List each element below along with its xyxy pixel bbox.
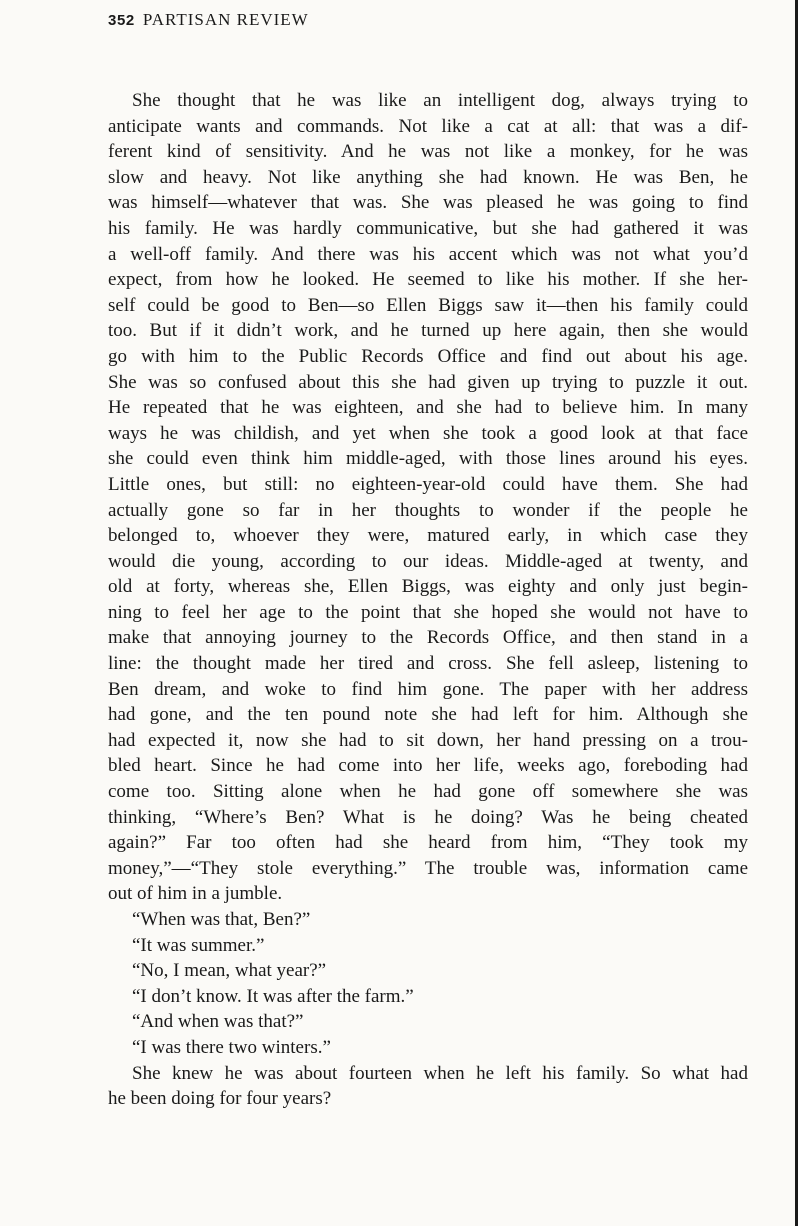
dialogue-line: “No, I mean, what year?” — [132, 960, 327, 982]
text-line: he been doing for four years? — [108, 1088, 332, 1110]
text-line: bled heart. Since he had come into her life, weeks ago, foreboding had — [108, 755, 748, 777]
text-line: actually gone so far in her thoughts to wonder if the people he — [108, 499, 748, 521]
text-line: She was so confused about this she had given up trying to puzzle it out. — [108, 371, 748, 393]
text-line: Little ones, but still: no eighteen-year-old could have them. She had — [108, 473, 748, 495]
text-line: had expected it, now she had to sit down, her hand pressing on a trou- — [108, 729, 748, 751]
text-line: out of him in a jumble. — [108, 883, 283, 905]
text-line: old at forty, whereas she, Ellen Biggs, was eighty and only just begin- — [108, 576, 748, 598]
dialogue-line: “It was summer.” — [132, 934, 265, 956]
text-line: would die young, according to our ideas. Middle-aged at twenty, and — [108, 550, 748, 572]
dialogue-line: “When was that, Ben?” — [132, 909, 311, 930]
text-line: slow and heavy. Not like anything she had known. He was Ben, he — [108, 166, 748, 188]
text-line: self could be good to Ben—so Ellen Biggs saw it—then his family could — [108, 294, 748, 316]
dialogue-line: “I don’t know. It was after the farm.” — [132, 985, 414, 1007]
text-line: she could even think him middle-aged, with those lines around his eyes. — [108, 448, 748, 470]
text-line: was himself—whatever that was. She was pleased he was going to find — [108, 192, 748, 214]
text-line: expect, from how he looked. He seemed to like his mother. If she her- — [108, 269, 748, 291]
text-line: a well-off family. And there was his accent which was not what you’d — [108, 243, 748, 265]
text-line: too. But if it didn’t work, and he turned up here again, then she would — [108, 320, 748, 342]
text-line: go with him to the Public Records Office and find out about his age. — [108, 345, 748, 367]
text-line: thinking, “Where’s Ben? What is he doing? Was he being cheated — [108, 806, 748, 828]
text-line: come too. Sitting alone when he had gone off somewhere she was — [108, 781, 748, 803]
text-line: line: the thought made her tired and cross. She fell asleep, listening to — [108, 653, 748, 675]
text-line: ning to feel her age to the point that she hoped she would not have to — [108, 601, 748, 623]
text-line: He repeated that he was eighteen, and she had to believe him. In many — [108, 397, 748, 419]
text-line: his family. He was hardly communicative, but she had gathered it was — [108, 217, 748, 239]
text-line: She knew he was about fourteen when he left his family. So what had — [132, 1062, 748, 1084]
text-line: belonged to, whoever they were, matured early, in which case they — [108, 525, 748, 547]
text-line: She thought that he was like an intelligent dog, always trying to — [132, 90, 748, 111]
text-line: again?” Far too often had she heard from him, “They took my — [108, 832, 748, 854]
text-line: make that annoying journey to the Records Office, and then stand in a — [108, 627, 748, 649]
text-line: Ben dream, and woke to find him gone. The paper with her address — [108, 678, 748, 700]
journal-title: PARTISAN REVIEW — [142, 10, 309, 29]
text-line: had gone, and the ten pound note she had left for him. Although she — [108, 704, 748, 726]
dialogue-line: “I was there two winters.” — [132, 1036, 331, 1058]
text-line: money,”—“They stole everything.” The trouble was, information came — [108, 857, 748, 879]
running-head — [108, 10, 309, 30]
text-line: ferent kind of sensitivity. And he was not like a monkey, for he was — [108, 141, 748, 163]
text-line: ways he was childish, and yet when she took a good look at that face — [108, 422, 748, 444]
dialogue-line: “And when was that?” — [132, 1011, 304, 1033]
body-text — [108, 88, 748, 1112]
text-line: anticipate wants and commands. Not like a cat at all: that was a dif- — [108, 115, 748, 137]
page-number: 352 — [108, 12, 135, 29]
